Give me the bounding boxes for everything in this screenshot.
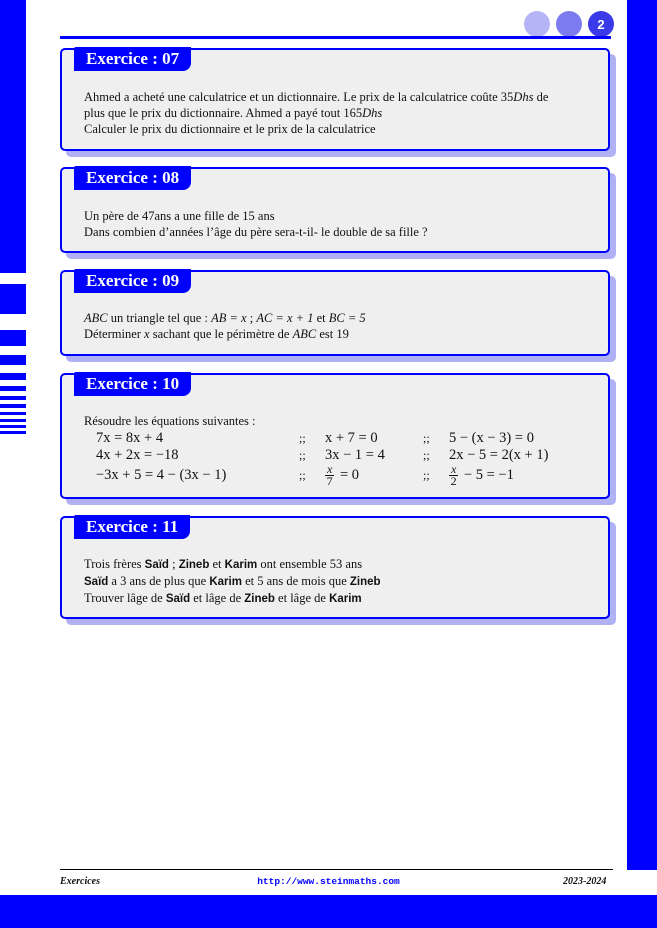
footer-year: 2023-2024 (563, 876, 607, 887)
exercise-10-text (84, 413, 588, 487)
equation-separator: ;; (299, 468, 306, 482)
exercise-10-title: Exercice : 10 (74, 372, 191, 396)
right-decor-bar (627, 0, 657, 870)
equation-separator: ;; (299, 447, 306, 462)
exercise-08-text: Un père de 47ans a une fille de 15 ans Dans combien d’années l’âge du père sera-t-il- le double de sa fille ? (84, 209, 428, 239)
equation-separator: ;; (299, 430, 306, 445)
left-decor-block (0, 431, 26, 434)
left-decor-block (0, 396, 26, 400)
footer-left: Exercices (60, 876, 100, 887)
equation: 5 − (x − 3) = 0 (449, 429, 534, 446)
left-decor-block (0, 425, 26, 428)
left-decor-block (0, 284, 26, 314)
exercise-10-box (60, 373, 610, 499)
fraction: $\frac{x}{7}$ (326, 461, 333, 488)
exercise-07-text: Ahmed a acheté une calculatrice et un dictionnaire. Le prix de la calculatrice coûte 35Dhs de plus que le prix du dictionnaire. Ahmed a payé tout 165Dhs Calculer le prix du dictionnaire et le prix de la calculatrice (84, 90, 549, 136)
exercise-09-title: Exercice : 09 (74, 269, 191, 293)
left-decor-block (0, 419, 26, 422)
exercise-11-box (60, 516, 610, 619)
exercise-09-text: ABC un triangle tel que : AB = x ; AC = x + 1 et BC = 5 Déterminer x sachant que le périmètre de ABC est 19 (84, 311, 366, 341)
exercise-08-title: Exercice : 08 (74, 166, 191, 190)
exercise-07-box (60, 48, 610, 151)
left-decor-block (0, 330, 26, 346)
left-decor-block (0, 355, 26, 365)
equation: 2x − 5 = 2(x + 1) (449, 446, 549, 463)
page-decor-circle (556, 11, 582, 37)
equation: 7x = 8x + 4 (96, 429, 164, 446)
exercise-11-text: Trois frères Saïd ; Zineb et Karim ont ensemble 53 ans Saïd a 3 ans de plus que Karim et 5 ans de mois que Zineb Trouver lâge de Saïd et lâge de Zineb et lâge de Karim (84, 557, 381, 605)
header-rule (60, 36, 611, 39)
exercise-07-title: Exercice : 07 (74, 47, 191, 71)
equation: $\frac{x}{7}$ = 0 (326, 461, 360, 488)
equation-row (84, 429, 588, 446)
bottom-decor-bar (0, 895, 657, 928)
left-decor-block (0, 386, 26, 391)
fraction: $\frac{x}{2}$ (450, 461, 457, 488)
footer-url-link[interactable]: http://www.steinmaths.com (257, 876, 400, 887)
exercise-08-box (60, 167, 610, 253)
left-decor-block (0, 404, 26, 408)
exercise-10-intro: Résoudre les équations suivantes : (84, 414, 256, 428)
left-decor-bar (0, 0, 26, 273)
left-decor-block (0, 412, 26, 415)
left-decor-block (0, 373, 26, 380)
equation-separator: ;; (423, 430, 430, 445)
equation-row (84, 463, 588, 487)
footer-rule (60, 869, 613, 870)
equation: −3x + 5 = 4 − (3x − 1) (96, 467, 227, 483)
equation-row (84, 446, 588, 463)
equation-separator: ;; (423, 447, 430, 462)
page-number-badge: 2 (588, 11, 614, 37)
equation: $\frac{x}{2}$ − 5 = −1 (450, 461, 514, 488)
equation: 4x + 2x = −18 (96, 446, 179, 463)
equation: x + 7 = 0 (325, 429, 378, 446)
page-decor-circle (524, 11, 550, 37)
equation-separator: ;; (423, 468, 430, 482)
equation: 3x − 1 = 4 (325, 446, 385, 463)
exercise-09-box (60, 270, 610, 356)
exercise-11-title: Exercice : 11 (74, 515, 190, 539)
